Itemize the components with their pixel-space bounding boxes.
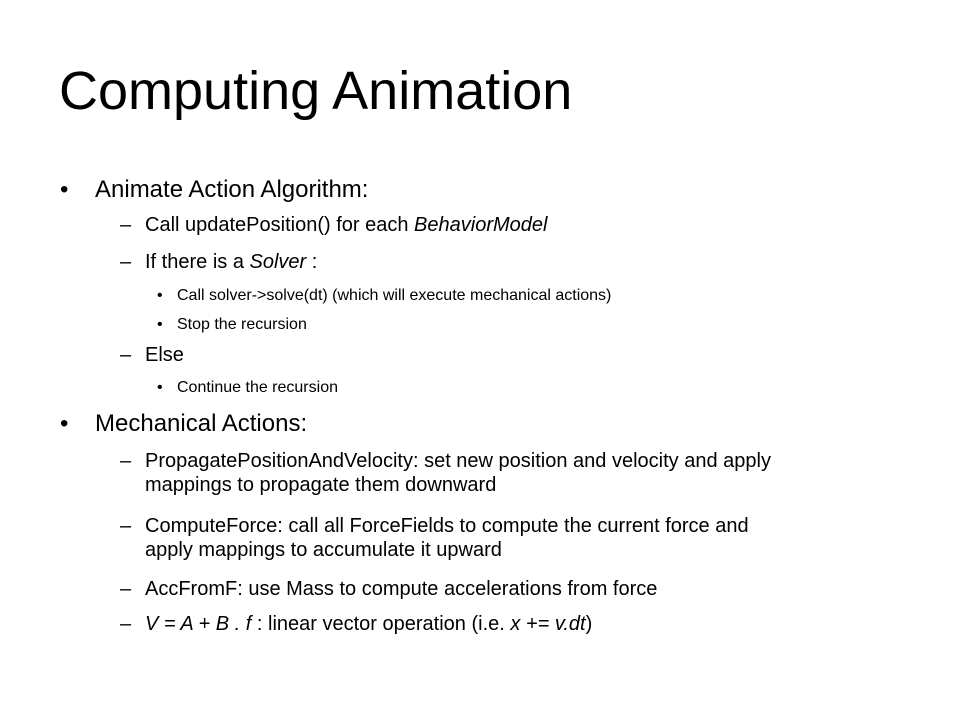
subbullet-line: ComputeForce: call all ForceFields to compute the current force and — [145, 515, 749, 537]
subsubbullet-text: Stop the recursion — [177, 316, 307, 333]
bullet-mechanical-actions — [60, 410, 307, 438]
bullet-animate-action-algorithm — [60, 176, 368, 204]
bullet-text: Mechanical Actions: — [95, 410, 308, 437]
subbullet-text — [145, 251, 317, 273]
dash-marker: – — [120, 344, 132, 366]
subbullet-line: PropagatePositionAndVelocity: set new position and velocity and apply — [145, 450, 771, 472]
dash-marker: – — [120, 214, 132, 236]
subbullet-if-solver — [120, 250, 317, 274]
formula-emphasis: x += v.dt — [510, 613, 586, 635]
subbullet-call-updateposition — [120, 213, 547, 237]
bullet-marker: • — [60, 176, 69, 203]
subbullet-text-emphasis: BehaviorModel — [414, 214, 548, 236]
subbullet-text: AccFromF: use Mass to compute accelerations from force — [145, 578, 658, 600]
dash-marker: – — [120, 251, 132, 273]
dash-marker: – — [120, 515, 132, 537]
subbullet-text — [145, 449, 771, 497]
subsubbullet-text: Call solver->solve(dt) (which will execute mechanical actions) — [177, 287, 612, 304]
subbullet-text-emphasis: Solver — [249, 251, 307, 273]
subbullet-text — [145, 514, 749, 562]
subbullet-text — [145, 214, 547, 236]
subbullet-text-prefix: If there is a — [145, 251, 250, 273]
formula-text: ) — [585, 613, 593, 635]
bullet-marker: • — [60, 410, 69, 437]
formula-text: : linear vector operation (i.e. — [251, 613, 511, 635]
subbullet-text — [145, 613, 592, 635]
formula-emphasis: V = A + B . f — [145, 613, 252, 635]
subbullet-line: mappings to propagate them downward — [145, 474, 497, 496]
bullet-marker: • — [157, 379, 163, 396]
dash-marker: – — [120, 450, 132, 472]
subbullet-else — [120, 343, 184, 367]
subsubbullet-call-solver — [157, 286, 611, 306]
subbullet-line: apply mappings to accumulate it upward — [145, 539, 502, 561]
subsubbullet-text: Continue the recursion — [177, 379, 338, 396]
subbullet-accfromf — [120, 577, 657, 601]
subbullet-linear-vector-op — [120, 612, 592, 636]
subbullet-compute-force — [120, 514, 749, 562]
bullet-text: Animate Action Algorithm: — [95, 176, 369, 203]
bullet-marker: • — [157, 287, 163, 304]
subsubbullet-stop-recursion — [157, 315, 307, 335]
dash-marker: – — [120, 578, 132, 600]
slide-title: Computing Animation — [59, 61, 573, 121]
subbullet-text-suffix: : — [306, 251, 318, 273]
dash-marker: – — [120, 613, 132, 635]
bullet-marker: • — [157, 316, 163, 333]
subbullet-text: Else — [145, 344, 184, 366]
subbullet-propagate-position — [120, 449, 771, 497]
subbullet-text-prefix: Call updatePosition() for each — [145, 214, 415, 236]
subsubbullet-continue-recursion — [157, 378, 338, 398]
